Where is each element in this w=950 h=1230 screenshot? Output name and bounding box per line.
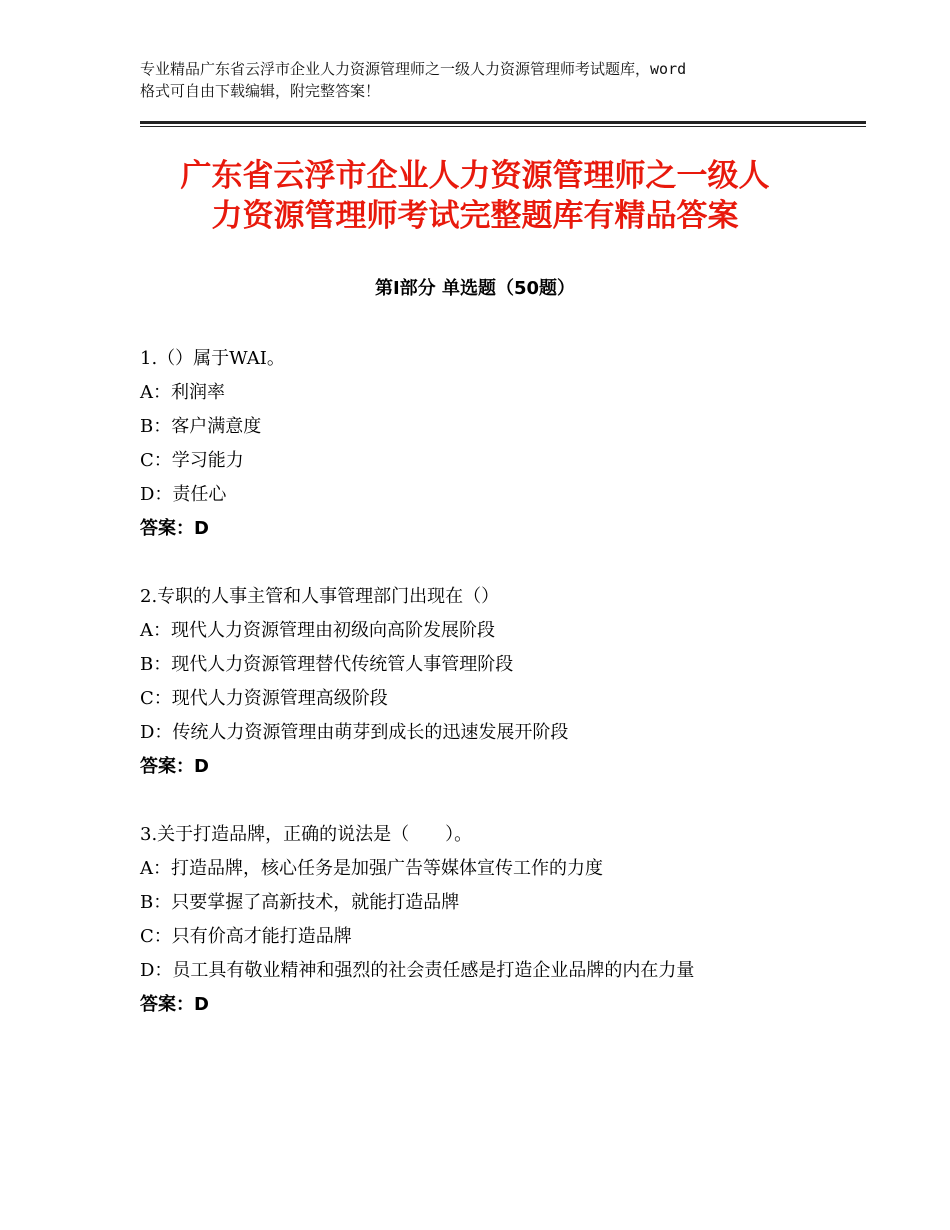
question-3: [140, 818, 840, 1022]
document-title: [120, 156, 830, 236]
option-b: B：只要掌握了高新技术，就能打造品牌: [140, 892, 460, 913]
document-title-line-1: 广东省云浮市企业人力资源管理师之一级人: [180, 158, 770, 194]
header-note-line-1: 专业精品广东省云浮市企业人力资源管理师之一级人力资源管理师考试题库，word: [140, 60, 687, 78]
option-c: C：学习能力: [140, 450, 244, 471]
option-d: D：传统人力资源管理由萌芽到成长的迅速发展开阶段: [140, 722, 569, 743]
header-note-line-2: 格式可自由下载编辑，附完整答案！: [140, 82, 381, 100]
header-note: [140, 58, 840, 102]
question-list: [140, 342, 840, 1056]
option-d: D：员工具有敬业精神和强烈的社会责任感是打造企业品牌的内在力量: [140, 960, 695, 981]
answer-label: 答案：: [140, 756, 194, 777]
answer: [140, 988, 840, 1022]
question-stem: 2.专职的人事主管和人事管理部门出现在（）: [140, 586, 500, 607]
option-a: A：利润率: [140, 382, 225, 403]
question-stem: 1.（）属于WAI。: [140, 348, 285, 369]
question-1: [140, 342, 840, 546]
answer: [140, 750, 840, 784]
question-2: [140, 580, 840, 784]
answer: [140, 512, 840, 546]
question-stem: 3.关于打造品牌，正确的说法是（ ）。: [140, 824, 473, 845]
option-d: D：责任心: [140, 484, 227, 505]
option-c: C：现代人力资源管理高级阶段: [140, 688, 388, 709]
header-rule-thin: [140, 126, 866, 127]
option-b: B：现代人力资源管理替代传统管人事管理阶段: [140, 654, 514, 675]
answer-label: 答案：: [140, 518, 194, 539]
option-b: B：客户满意度: [140, 416, 262, 437]
section-title: 第Ⅰ部分 单选题（50题）: [374, 278, 575, 299]
answer-label: 答案：: [140, 994, 194, 1015]
option-a: A：打造品牌，核心任务是加强广告等媒体宣传工作的力度: [140, 858, 603, 879]
answer-value: D: [194, 756, 209, 777]
option-a: A：现代人力资源管理由初级向高阶发展阶段: [140, 620, 495, 641]
header-rule-thick: [140, 121, 866, 124]
option-c: C：只有价高才能打造品牌: [140, 926, 352, 947]
answer-value: D: [194, 518, 209, 539]
document-title-line-2: 力资源管理师考试完整题库有精品答案: [211, 198, 739, 234]
answer-value: D: [194, 994, 209, 1015]
